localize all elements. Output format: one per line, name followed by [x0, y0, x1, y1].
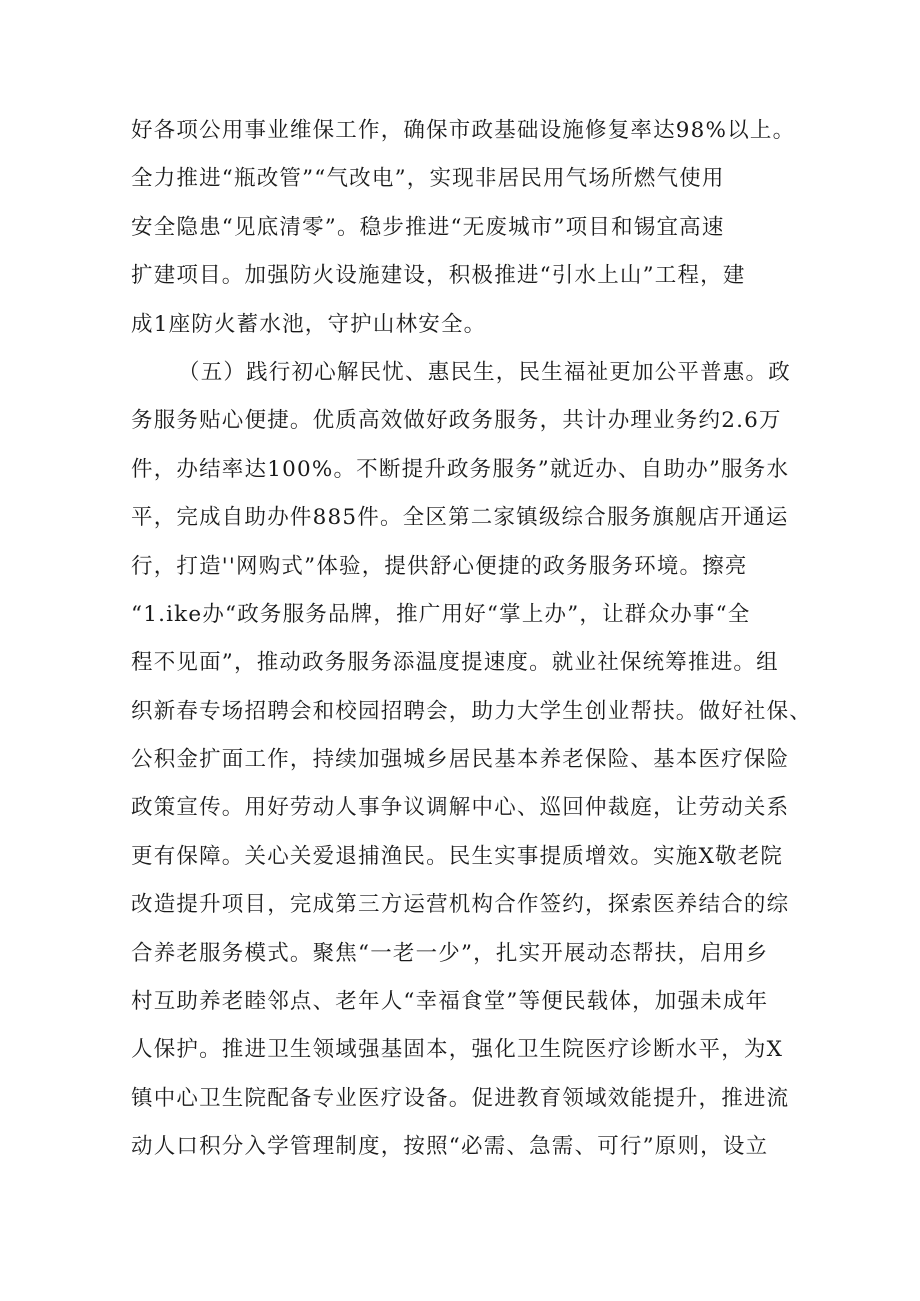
body-text — [131, 107, 813, 1172]
text-line: 成1座防火蓄水池，守护山林安全。 — [131, 311, 487, 337]
text-line: “1.ike办“政务服务品牌，推广用好“掌上办”，让群众办事“全 — [131, 601, 751, 627]
text-line: 人保护。推进卫生领域强基固本，强化卫生院医疗诊断水平，为X — [131, 1037, 784, 1063]
text-line: 更有保障。关心关爱退捕渔民。民生实事提质增效。实施X敬老院 — [131, 843, 784, 869]
text-line: 全力推进“瓶改管”“气改电”，实现非居民用气场所燃气使用 — [131, 166, 725, 192]
section-heading-line: （五）践行初心解民忧、惠民生，民生福祉更加公平普惠。政 — [178, 359, 791, 385]
text-line: 平，完成自助办件885件。全区第二家镇级综合服务旗舰店开通运 — [131, 505, 789, 531]
text-line: 改造提升项目，完成第三方运营机构合作签约，探索医养结合的综 — [131, 892, 790, 918]
text-line: 镇中心卫生院配备专业医疗设备。促进教育领域效能提升，推进流 — [131, 1085, 790, 1111]
text-line: 村互助养老睦邻点、老年人“幸福食堂”等便民载体，加强未成年 — [131, 989, 769, 1015]
text-line: 合养老服务模式。聚焦“一老一少”，扎实开展动态帮扶，启用乡 — [131, 940, 769, 966]
text-line: 安全隐患“见底清零”。稳步推进“无废城市”项目和锡宜高速 — [131, 214, 725, 240]
text-line: 好各项公用事业维保工作，确保市政基础设施修复率达98%以上。 — [131, 118, 796, 143]
text-line: 务服务贴心便捷。优质高效做好政务服务，共计办理业务约2.6万 — [131, 408, 782, 434]
text-line: 扩建项目。加强防火设施建设，积极推进“引水上山”工程，建 — [131, 263, 746, 289]
text-line: 政策宣传。用好劳动人事争议调解中心、巡回仲裁庭，让劳动关系 — [131, 795, 790, 821]
text-line: 行，打造''网购式”体验，提供舒心便捷的政务服务环境。擦亮 — [131, 553, 748, 579]
text-line: 织新春专场招聘会和校园招聘会，助力大学生创业帮扶。做好社保、 — [131, 698, 813, 724]
text-line: 公积金扩面工作，持续加强城乡居民基本养老保险、基本医疗保险 — [131, 747, 790, 773]
text-line: 程不见面”，推动政务服务添温度提速度。就业社保统筹推进。组 — [131, 650, 779, 676]
text-line: 件，办结率达100%。不断提升政务服务”就近办、自助办”服务水 — [131, 456, 790, 482]
text-line: 动人口积分入学管理制度，按照“必需、急需、可行”原则，设立 — [131, 1134, 769, 1160]
